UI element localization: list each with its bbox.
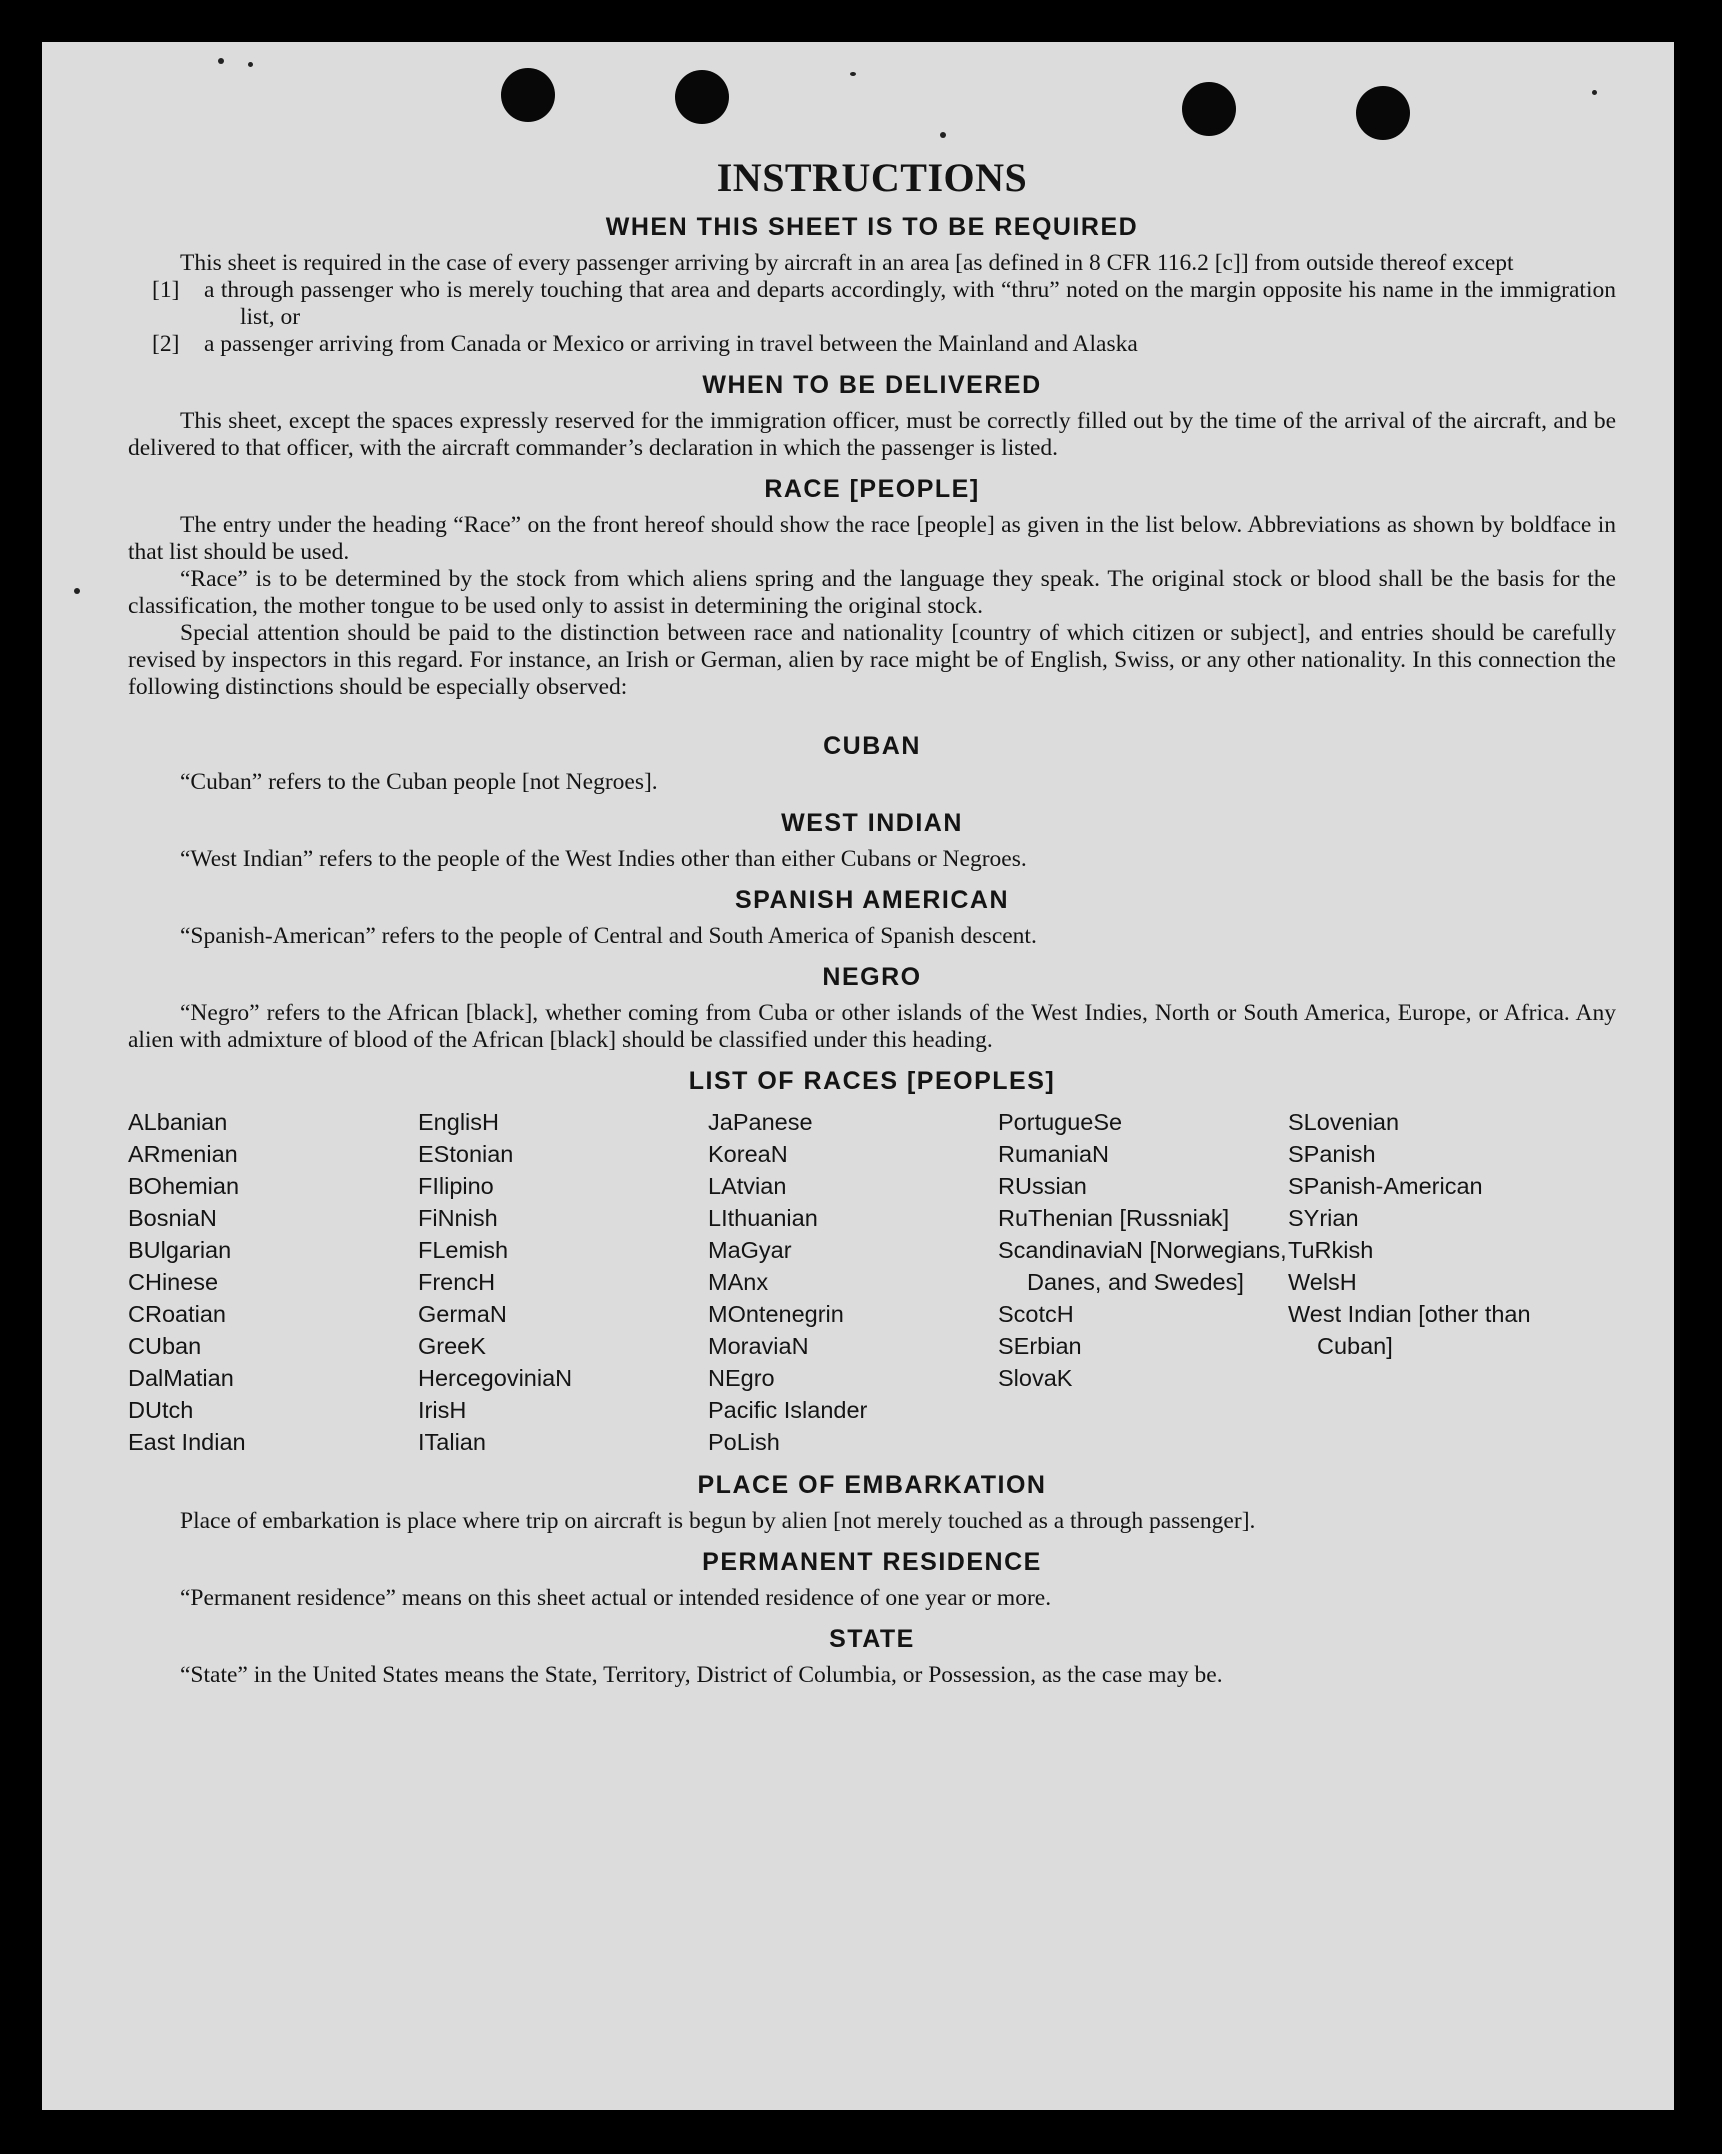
- race-entry: HercegoviniaN: [418, 1365, 573, 1391]
- race-entry: MAnx: [708, 1269, 769, 1295]
- spanish-american-text: “Spanish-American” refers to the people of Central and South America of Spanish descent.: [180, 923, 1037, 949]
- race-entry: ITalian: [418, 1429, 486, 1455]
- instructions-content: [128, 112, 1616, 1689]
- race-entry: LIthuanian: [708, 1205, 818, 1231]
- heading-cuban: CUBAN: [823, 732, 921, 760]
- race-entry: LAtvian: [708, 1173, 787, 1199]
- race-entry: ScandinaviaN [Norwegians, Danes, and Swedes]: [998, 1237, 1287, 1295]
- race-entry: MaGyar: [708, 1237, 792, 1263]
- races-column-4: [998, 1106, 1288, 1458]
- heading-residence: PERMANENT RESIDENCE: [702, 1548, 1042, 1576]
- race-entry: RumaniaN: [998, 1141, 1110, 1167]
- race-entry: EStonian: [418, 1141, 514, 1167]
- heading-embarkation: PLACE OF EMBARKATION: [697, 1471, 1047, 1499]
- state-text: “State” in the United States means the State, Territory, District of Columbia, or Possession, as the case may be.: [180, 1662, 1223, 1688]
- heading-negro: NEGRO: [822, 963, 922, 991]
- race-entry: GreeK: [418, 1333, 486, 1359]
- race-entry: RUssian: [998, 1173, 1087, 1199]
- race-entry: ARmenian: [128, 1141, 238, 1167]
- negro-text: “Negro” refers to the African [black], whether coming from Cuba or other islands of the West Indies, North or South America, Europe, or Africa. Any alien with admixture of blood of the African [black] should be classified under this heading.: [128, 1000, 1616, 1053]
- race-paragraph-2: “Race” is to be determined by the stock from which aliens spring and the language they speak. The original stock or blood shall be the basis for the classification, the mother tongue to be used only to assist in determining the original stock.: [128, 566, 1616, 619]
- item-number: [1]: [152, 277, 180, 303]
- race-entry: FrencH: [418, 1269, 496, 1295]
- race-entry: BUlgarian: [128, 1237, 232, 1263]
- race-entry: SLovenian: [1288, 1109, 1400, 1135]
- race-entry: FiNnish: [418, 1205, 498, 1231]
- races-column-1: [128, 1106, 418, 1458]
- item-number: [2]: [152, 331, 180, 357]
- race-entry: BOhemian: [128, 1173, 240, 1199]
- speck: [1592, 90, 1597, 95]
- race-entry: West Indian [other than Cuban]: [1288, 1301, 1531, 1359]
- race-entry: SPanish: [1288, 1141, 1376, 1167]
- embarkation-text: Place of embarkation is place where trip on aircraft is begun by alien [not merely touched as a through passenger].: [180, 1508, 1256, 1534]
- race-entry: East Indian: [128, 1429, 246, 1455]
- races-column-3: [708, 1106, 998, 1458]
- race-entry: SErbian: [998, 1333, 1082, 1359]
- document-page: [42, 42, 1674, 2110]
- race-entry: GermaN: [418, 1301, 507, 1327]
- race-entry: DUtch: [128, 1397, 194, 1423]
- race-entry: DalMatian: [128, 1365, 234, 1391]
- heading-when-delivered: WHEN TO BE DELIVERED: [702, 371, 1042, 399]
- race-entry: MOntenegrin: [708, 1301, 844, 1327]
- race-entry: SlovaK: [998, 1365, 1073, 1391]
- race-entry: CHinese: [128, 1269, 219, 1295]
- heading-spanish-american: SPANISH AMERICAN: [734, 886, 1009, 914]
- item-text: a passenger arriving from Canada or Mexico or arriving in travel between the Mainland and Alaska: [204, 331, 1138, 357]
- race-entry: CRoatian: [128, 1301, 226, 1327]
- race-entry: CUban: [128, 1333, 202, 1359]
- race-entry: SYrian: [1288, 1205, 1359, 1231]
- race-paragraph-3: Special attention should be paid to the distinction between race and nationality [country of which citizen or subject], and entries should be carefully revised by inspectors in this regard. For instance, an Irish or German, alien by race might be of English, Swiss, or any other nationality. In this connection the following distinctions should be especially observed:: [128, 620, 1616, 700]
- cuban-text: “Cuban” refers to the Cuban people [not Negroes].: [180, 769, 658, 795]
- speck: [850, 72, 856, 76]
- race-entry: EnglisH: [418, 1109, 499, 1135]
- heading-list-of-races: LIST OF RACES [PEOPLES]: [688, 1067, 1056, 1095]
- heading-state: STATE: [829, 1625, 915, 1653]
- when-required-intro: This sheet is required in the case of every passenger arriving by aircraft in an area [as defined in 8 CFR 116.2 [c]] from outside thereof except: [180, 250, 1514, 276]
- heading-race: RACE [PEOPLE]: [764, 475, 980, 503]
- race-entry: IrisH: [418, 1397, 467, 1423]
- race-entry: PortugueSe: [998, 1109, 1123, 1135]
- race-entry: KoreaN: [708, 1141, 788, 1167]
- heading-when-required: WHEN THIS SHEET IS TO BE REQUIRED: [605, 213, 1139, 241]
- race-entry: BosniaN: [128, 1205, 217, 1231]
- race-entry: TuRkish: [1288, 1237, 1374, 1263]
- race-paragraph-1: The entry under the heading “Race” on the front hereof should show the race [people] as given in the list below. Abbreviations as shown by boldface in that list should be used.: [128, 512, 1616, 565]
- item-text: a through passenger who is merely touching that area and departs accordingly, with “thru” noted on the margin opposite his name in the immigration list, or: [204, 277, 1616, 330]
- races-list: [128, 1106, 1616, 1458]
- speck: [218, 58, 224, 64]
- exception-item-2: [152, 331, 1616, 358]
- race-entry: WelsH: [1288, 1269, 1357, 1295]
- west-indian-text: “West Indian” refers to the people of the West Indies other than either Cubans or Negroes.: [180, 846, 1027, 872]
- race-entry: RuThenian [Russniak]: [998, 1205, 1230, 1231]
- race-entry: SPanish-American: [1288, 1173, 1483, 1199]
- races-column-5: [1288, 1106, 1578, 1458]
- race-entry: NEgro: [708, 1365, 775, 1391]
- race-entry: PoLish: [708, 1429, 780, 1455]
- page-title: INSTRUCTIONS: [716, 155, 1028, 200]
- exception-item-1: [152, 277, 1616, 331]
- race-entry: ScotcH: [998, 1301, 1074, 1327]
- race-entry: JaPanese: [708, 1109, 813, 1135]
- race-entry: FIlipino: [418, 1173, 494, 1199]
- races-column-2: [418, 1106, 708, 1458]
- race-entry: ALbanian: [128, 1109, 228, 1135]
- race-entry: FLemish: [418, 1237, 509, 1263]
- heading-west-indian: WEST INDIAN: [781, 809, 963, 837]
- speck: [248, 62, 253, 67]
- when-delivered-text: This sheet, except the spaces expressly reserved for the immigration officer, must be correctly filled out by the time of the arrival of the aircraft, and be delivered to that officer, with the aircraft commander’s declaration in which the passenger is listed.: [128, 408, 1616, 461]
- residence-text: “Permanent residence” means on this sheet actual or intended residence of one year or more.: [180, 1585, 1052, 1611]
- race-entry: Pacific Islander: [708, 1397, 868, 1423]
- race-entry: MoraviaN: [708, 1333, 809, 1359]
- speck: [74, 588, 80, 594]
